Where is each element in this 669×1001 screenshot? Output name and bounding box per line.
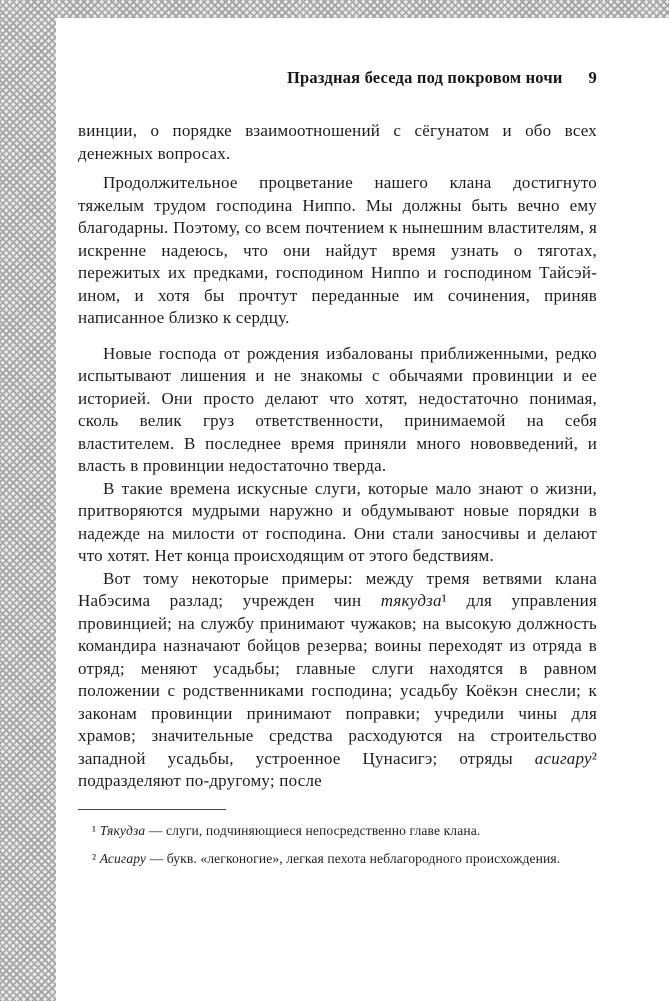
footnote-separator: [78, 809, 226, 810]
footnote-list: [78, 821, 597, 868]
footnotes-section: [78, 809, 597, 868]
body-text: [78, 120, 597, 793]
page-edge-texture-left: [0, 0, 56, 1001]
chapter-title: Праздная беседа под покровом ночи: [287, 68, 563, 87]
running-head: [78, 68, 597, 88]
paragraph: Новые господа от рождения избалованы приближенными, редко испытывают лишения и не знакомы с обычаями провинции и ее историей. Они просто делают что хотят, недостаточно понимая, сколь велик груз ответственности, принимаемой на себя властителем. В последнее время приняли много нововведений, и власть в провинции недостаточно тверда.: [78, 343, 597, 475]
paragraph: винции, о порядке взаимоотношений с сёгунатом и обо всех денежных вопросах.: [78, 121, 597, 163]
footnote: ¹ Тякудза — слуги, подчиняющиеся непосредственно главе клана.: [92, 822, 481, 838]
page-content: [78, 0, 597, 877]
paragraph: В такие времена искусные слуги, которые мало знают о жизни, притворяются мудрыми наружно и обдумывают новые порядки в надежде на милости от господина. Они стали заносчивы и делают что хотят. Нет конца происходящим от этого бедствиям.: [78, 478, 597, 565]
page-number: 9: [588, 68, 597, 87]
paragraph: Вот тому некоторые примеры: между тремя ветвями клана Набэсима разлад; учрежден чин тякудза¹ для управления провинцией; на службу принимают чужаков; на высокую должность командира назначают бойцов резерва; воины переходят из отряда в отряд; меняют усадьбы; главные слуги находятся в равном положении с родственниками господина; усадьбу Коёкэн снесли; к законам провинции принимают поправки; учредили чины для храмов; значительные средства расходуются на строительство западной усадьбы, устроенное Цунасигэ; отряды асигару² подразделяют по-другому; после: [78, 568, 597, 790]
paragraph: Продолжительное процветание нашего клана достигнуто тяжелым трудом господина Ниппо. Мы должны быть вечно ему благодарны. Поэтому, со всем почтением к нынешним властителям, я искренне надеюсь, что они найдут время узнать о тяготах, пережитых их предками, господином Ниппо и господином Тайсэй-ином, и хотя бы прочтут переданные им сочинения, приняв написанное близко к сердцу.: [78, 173, 597, 327]
footnote: ² Асигару — букв. «легконогие», легкая пехота неблагородного происхождения.: [92, 850, 561, 866]
